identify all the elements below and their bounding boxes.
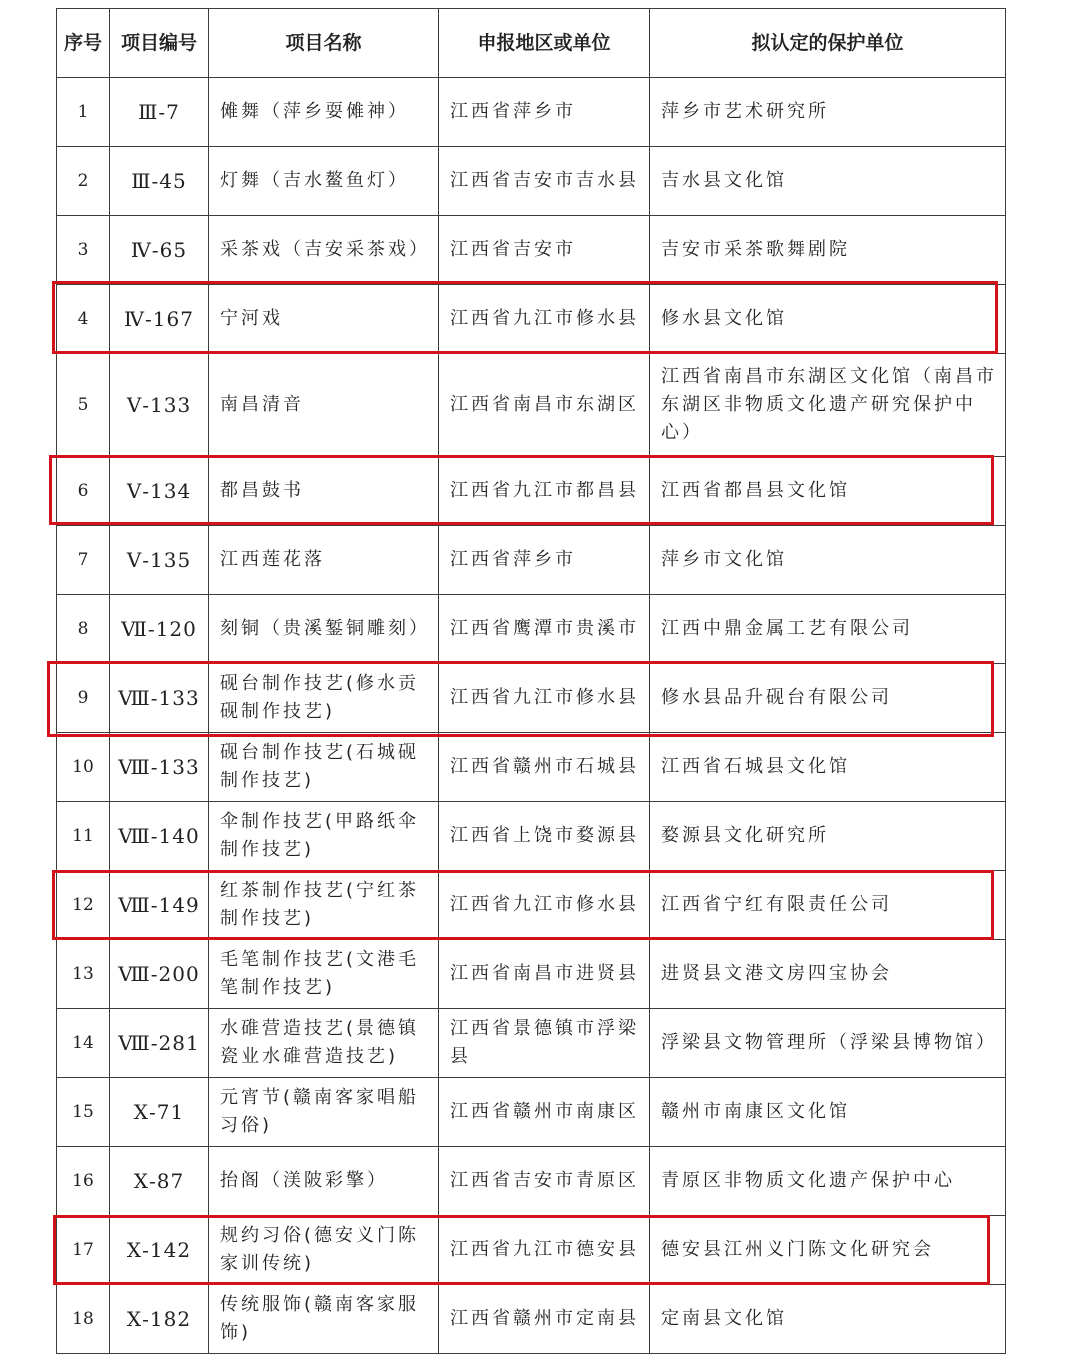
table-row xyxy=(57,216,1006,285)
cell-unit: 江西中鼎金属工艺有限公司 xyxy=(650,595,1006,664)
table-row xyxy=(57,1078,1006,1147)
header-unit: 拟认定的保护单位 xyxy=(650,9,1006,78)
cell-unit: 江西省南昌市东湖区文化馆（南昌市东湖区非物质文化遗产研究保护中心） xyxy=(650,354,1006,457)
cell-unit: 萍乡市文化馆 xyxy=(650,526,1006,595)
cell-name: 元宵节(赣南客家唱船习俗) xyxy=(209,1078,439,1147)
cell-code: Ⅳ-65 xyxy=(110,216,209,285)
cell-code: Ⅷ-140 xyxy=(110,802,209,871)
cell-region: 江西省九江市修水县 xyxy=(439,871,650,940)
header-no: 序号 xyxy=(57,9,110,78)
table-row xyxy=(57,940,1006,1009)
cell-no: 12 xyxy=(57,871,110,940)
cell-unit: 江西省石城县文化馆 xyxy=(650,733,1006,802)
cell-no: 11 xyxy=(57,802,110,871)
highlight-box-row-9 xyxy=(47,661,994,737)
cell-region: 江西省萍乡市 xyxy=(439,526,650,595)
cell-region: 江西省吉安市青原区 xyxy=(439,1147,650,1216)
cell-code: Ⅲ-7 xyxy=(110,78,209,147)
header-code: 项目编号 xyxy=(110,9,209,78)
cell-code: Ⅷ-133 xyxy=(110,733,209,802)
cell-no: 16 xyxy=(57,1147,110,1216)
highlight-box-row-17 xyxy=(53,1215,990,1285)
table-row xyxy=(57,595,1006,664)
table-row xyxy=(57,1285,1006,1354)
header-name: 项目名称 xyxy=(209,9,439,78)
cell-name: 灯舞（吉水鳌鱼灯） xyxy=(209,147,439,216)
table-row xyxy=(57,526,1006,595)
cell-no: 1 xyxy=(57,78,110,147)
cell-name: 刻铜（贵溪錾铜雕刻） xyxy=(209,595,439,664)
highlight-box-row-4 xyxy=(52,281,998,354)
cell-name: 宁河戏 xyxy=(209,285,439,354)
cell-unit: 江西省都昌县文化馆 xyxy=(650,457,1006,526)
header-region: 申报地区或单位 xyxy=(439,9,650,78)
cell-code: Ⅷ-281 xyxy=(110,1009,209,1078)
cell-region: 江西省鹰潭市贵溪市 xyxy=(439,595,650,664)
cell-unit: 德安县江州义门陈文化研究会 xyxy=(650,1216,1006,1285)
cell-name: 南昌清音 xyxy=(209,354,439,457)
cell-code: Ⅷ-133 xyxy=(110,664,209,733)
cell-unit: 婺源县文化研究所 xyxy=(650,802,1006,871)
cell-region: 江西省九江市德安县 xyxy=(439,1216,650,1285)
cell-region: 江西省吉安市 xyxy=(439,216,650,285)
cell-unit: 赣州市南康区文化馆 xyxy=(650,1078,1006,1147)
cell-no: 9 xyxy=(57,664,110,733)
cell-region: 江西省上饶市婺源县 xyxy=(439,802,650,871)
cell-code: Ⅳ-167 xyxy=(110,285,209,354)
cell-region: 江西省九江市都昌县 xyxy=(439,457,650,526)
highlight-box-row-6 xyxy=(49,455,994,525)
cell-no: 7 xyxy=(57,526,110,595)
cell-region: 江西省赣州市定南县 xyxy=(439,1285,650,1354)
table-row xyxy=(57,1147,1006,1216)
highlight-box-row-12 xyxy=(52,870,994,940)
cell-unit: 进贤县文港文房四宝协会 xyxy=(650,940,1006,1009)
cell-code: Ⅴ-134 xyxy=(110,457,209,526)
cell-unit: 修水县品升砚台有限公司 xyxy=(650,664,1006,733)
cell-region: 江西省南昌市东湖区 xyxy=(439,354,650,457)
cell-code: Ⅷ-200 xyxy=(110,940,209,1009)
cell-code: Ⅹ-142 xyxy=(110,1216,209,1285)
cell-code: Ⅶ-120 xyxy=(110,595,209,664)
cell-name: 水碓营造技艺(景德镇瓷业水碓营造技艺) xyxy=(209,1009,439,1078)
table-row xyxy=(57,1009,1006,1078)
cell-no: 13 xyxy=(57,940,110,1009)
cell-name: 采茶戏（吉安采茶戏） xyxy=(209,216,439,285)
cell-name: 砚台制作技艺(石城砚制作技艺) xyxy=(209,733,439,802)
cell-name: 传统服饰(赣南客家服饰) xyxy=(209,1285,439,1354)
cell-no: 2 xyxy=(57,147,110,216)
cell-unit: 青原区非物质文化遗产保护中心 xyxy=(650,1147,1006,1216)
cell-unit: 修水县文化馆 xyxy=(650,285,1006,354)
cell-name: 江西莲花落 xyxy=(209,526,439,595)
cell-code: Ⅹ-182 xyxy=(110,1285,209,1354)
cell-region: 江西省南昌市进贤县 xyxy=(439,940,650,1009)
cell-code: Ⅴ-133 xyxy=(110,354,209,457)
cell-no: 10 xyxy=(57,733,110,802)
cell-name: 抬阁（渼陂彩擎） xyxy=(209,1147,439,1216)
cell-code: Ⅹ-71 xyxy=(110,1078,209,1147)
cell-no: 14 xyxy=(57,1009,110,1078)
cell-name: 砚台制作技艺(修水贡砚制作技艺) xyxy=(209,664,439,733)
cell-region: 江西省赣州市南康区 xyxy=(439,1078,650,1147)
header-row xyxy=(57,9,1006,78)
cell-no: 17 xyxy=(57,1216,110,1285)
cell-unit: 定南县文化馆 xyxy=(650,1285,1006,1354)
cell-no: 8 xyxy=(57,595,110,664)
cell-unit: 浮梁县文物管理所（浮梁县博物馆） xyxy=(650,1009,1006,1078)
cell-code: Ⅹ-87 xyxy=(110,1147,209,1216)
cell-region: 江西省九江市修水县 xyxy=(439,664,650,733)
cell-region: 江西省萍乡市 xyxy=(439,78,650,147)
cell-name: 都昌鼓书 xyxy=(209,457,439,526)
table-row xyxy=(57,802,1006,871)
cell-no: 4 xyxy=(57,285,110,354)
cell-unit: 吉水县文化馆 xyxy=(650,147,1006,216)
cell-region: 江西省赣州市石城县 xyxy=(439,733,650,802)
cell-code: Ⅷ-149 xyxy=(110,871,209,940)
table-row xyxy=(57,78,1006,147)
cell-no: 6 xyxy=(57,457,110,526)
cell-name: 傩舞（萍乡耍傩神） xyxy=(209,78,439,147)
cell-no: 18 xyxy=(57,1285,110,1354)
cell-code: Ⅴ-135 xyxy=(110,526,209,595)
table-row xyxy=(57,733,1006,802)
cell-name: 规约习俗(德安义门陈家训传统) xyxy=(209,1216,439,1285)
cell-no: 15 xyxy=(57,1078,110,1147)
cell-no: 3 xyxy=(57,216,110,285)
table-row xyxy=(57,147,1006,216)
cell-region: 江西省景德镇市浮梁县 xyxy=(439,1009,650,1078)
cell-code: Ⅲ-45 xyxy=(110,147,209,216)
cell-no: 5 xyxy=(57,354,110,457)
cell-unit: 吉安市采茶歌舞剧院 xyxy=(650,216,1006,285)
cell-unit: 萍乡市艺术研究所 xyxy=(650,78,1006,147)
table-row xyxy=(57,354,1006,457)
cell-name: 毛笔制作技艺(文港毛笔制作技艺) xyxy=(209,940,439,1009)
cell-unit: 江西省宁红有限责任公司 xyxy=(650,871,1006,940)
cell-name: 红茶制作技艺(宁红茶制作技艺) xyxy=(209,871,439,940)
cell-region: 江西省九江市修水县 xyxy=(439,285,650,354)
cell-region: 江西省吉安市吉水县 xyxy=(439,147,650,216)
cell-name: 伞制作技艺(甲路纸伞制作技艺) xyxy=(209,802,439,871)
